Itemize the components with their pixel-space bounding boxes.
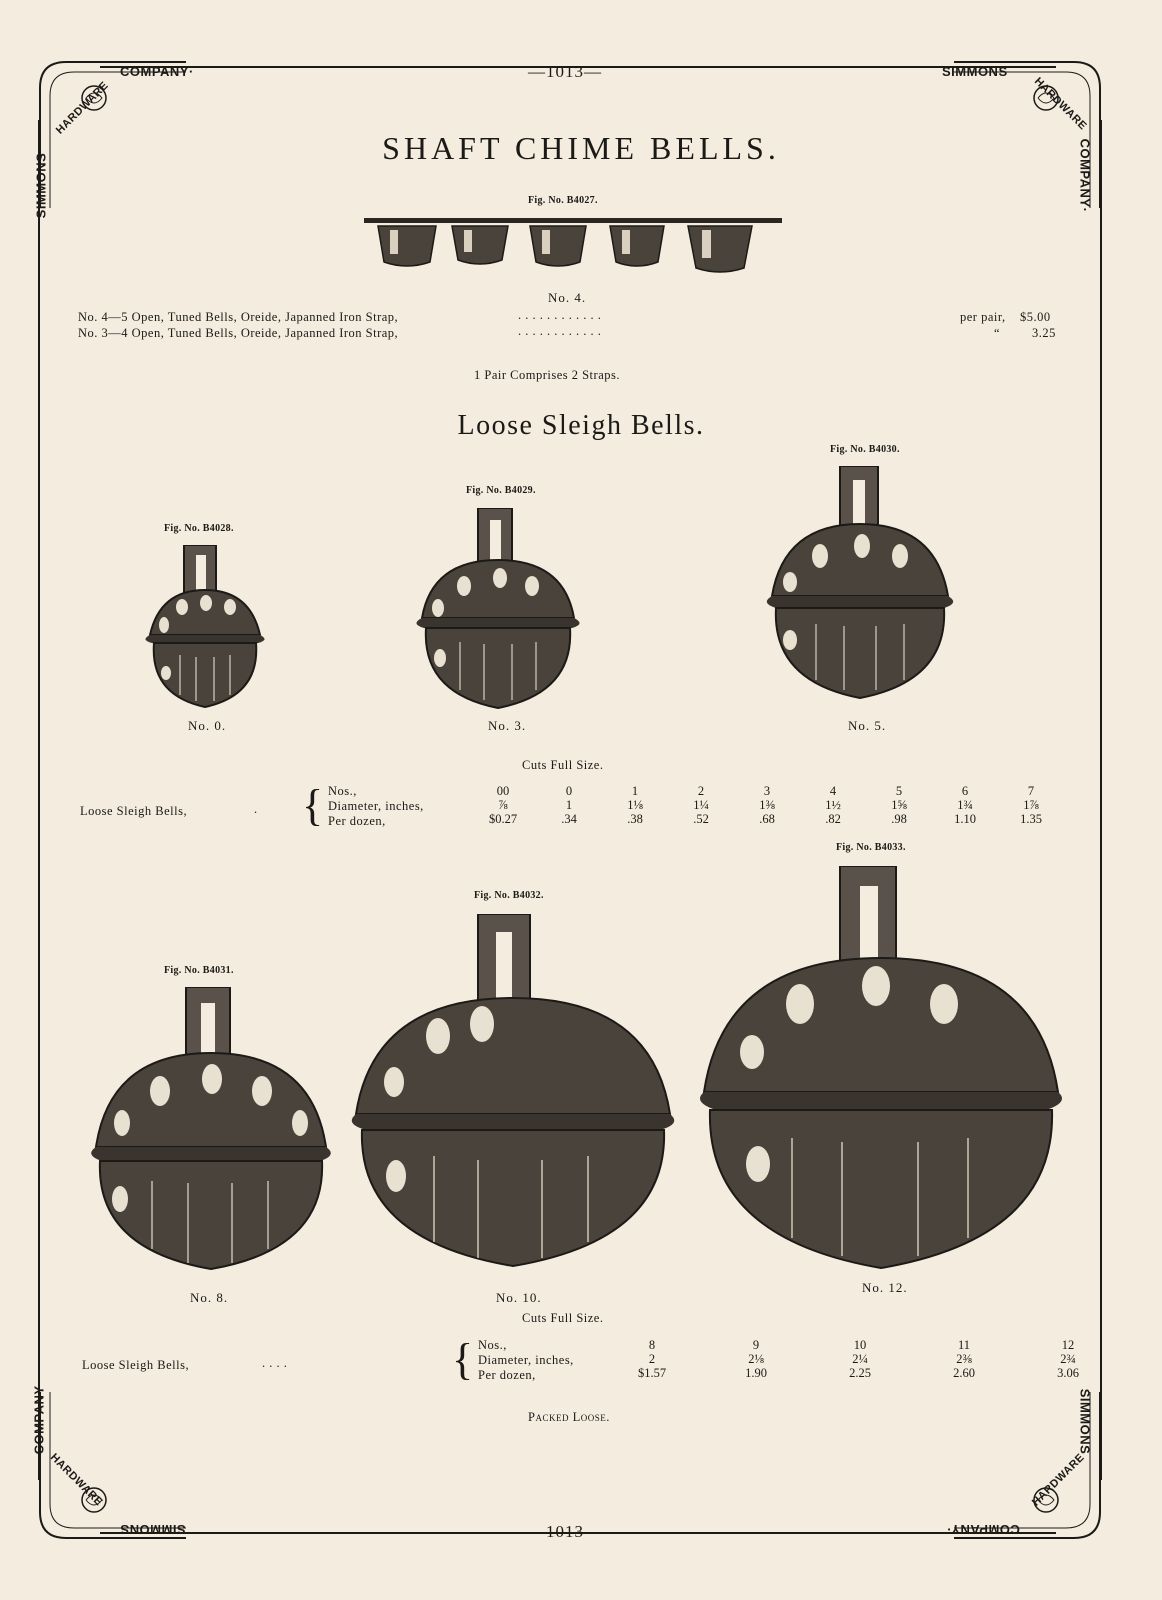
price-cell: .34 <box>561 812 577 826</box>
corner-hardware-text: HARDWARE <box>1031 75 1089 133</box>
figure-caption: Fig. No. B4031. <box>164 965 234 976</box>
bell-illustration-no-5 <box>760 466 960 706</box>
corner-company-text: COMPANY· <box>120 64 194 79</box>
bell-label: No. 12. <box>862 1280 908 1295</box>
price-cell: $1.57 <box>637 1366 667 1380</box>
price-cell: 1.35 <box>1020 812 1042 826</box>
price-cell: 2.25 <box>849 1366 871 1380</box>
bell-illustration-no-0 <box>140 545 270 715</box>
cuts-full-size: Cuts Full Size. <box>522 758 604 772</box>
page-title: SHAFT CHIME BELLS. <box>382 130 780 166</box>
nos-cell: 0 <box>565 784 573 798</box>
row-label-price: Per dozen, <box>328 814 386 828</box>
border-right <box>1100 120 1102 1480</box>
nos-cell: 3 <box>763 784 771 798</box>
diameter-cell: 2¾ <box>1060 1352 1076 1366</box>
price-cell: 1.10 <box>954 812 976 826</box>
leader-dots: . <box>254 802 258 816</box>
nos-cell: 10 <box>853 1338 867 1352</box>
chime-line-2-text: No. 3—4 Open, Tuned Bells, Oreide, Japanned Iron Strap, <box>78 326 399 340</box>
nos-cell: 5 <box>895 784 903 798</box>
figure-caption: Fig. No. B4028. <box>164 523 234 534</box>
nos-cell: 6 <box>961 784 969 798</box>
corner-company-text: COMPANY· <box>1077 138 1093 213</box>
price-cell: .38 <box>627 812 643 826</box>
corner-simmons-text: SIMMONS <box>120 1522 186 1537</box>
page-number-top: —1013— <box>528 62 602 81</box>
corner-company-text: COMPANY· <box>946 1522 1020 1537</box>
price-cell: $0.27 <box>488 812 518 826</box>
brace: { <box>452 1335 474 1384</box>
chime-line-1-price: $5.00 <box>1020 310 1051 324</box>
diameter-cell: 1½ <box>825 798 841 812</box>
diameter-cell: 1 <box>565 798 573 812</box>
nos-cell: 12 <box>1061 1338 1075 1352</box>
diameter-cell: 1⅜ <box>759 798 775 812</box>
nos-cell: 8 <box>648 1338 656 1352</box>
bell-illustration-no-10 <box>348 914 678 1274</box>
corner-simmons-text: SIMMONS <box>1077 1388 1093 1455</box>
bell-label: No. 5. <box>848 718 887 733</box>
diameter-cell: 1¼ <box>693 798 709 812</box>
corner-hardware-text: HARDWARE <box>47 1451 105 1509</box>
diameter-cell: 2⅛ <box>748 1352 764 1366</box>
brace: { <box>302 781 324 830</box>
row-label-diameter: Diameter, inches, <box>478 1353 574 1367</box>
corner-ornament-bottom-left <box>31 1380 186 1542</box>
corner-company-text: COMPANY· <box>31 1380 47 1455</box>
bell-illustration-no-3 <box>408 508 588 713</box>
figure-caption: Fig. No. B4027. <box>528 195 598 206</box>
figure-caption: Fig. No. B4033. <box>836 842 906 853</box>
figure-caption: Fig. No. B4032. <box>474 890 544 901</box>
row-label-nos: Nos., <box>328 784 357 798</box>
nos-cell: 9 <box>752 1338 760 1352</box>
bell-label: No. 10. <box>496 1290 542 1305</box>
diameter-cell: 1⅝ <box>891 798 907 812</box>
price-cell: 1.90 <box>745 1366 767 1380</box>
corner-ornament-bottom-right <box>946 1388 1104 1542</box>
bell-label: No. 8. <box>190 1290 229 1305</box>
price-cell: 3.06 <box>1057 1366 1079 1380</box>
nos-cell: 2 <box>697 784 705 798</box>
diameter-cell: 1⅞ <box>1023 798 1039 812</box>
price-cell: .68 <box>759 812 775 826</box>
diameter-cell: 1¾ <box>957 798 973 812</box>
row-label-diameter: Diameter, inches, <box>328 799 424 813</box>
packed-loose-note: Packed Loose. <box>528 1410 610 1424</box>
page-number-bottom: —1013— <box>528 1522 602 1541</box>
row-label-price: Per dozen, <box>478 1368 536 1382</box>
corner-simmons-text: SIMMONS <box>942 64 1008 79</box>
table-label: Loose Sleigh Bells, <box>80 804 188 818</box>
price-cell: 2.60 <box>953 1366 975 1380</box>
table-label: Loose Sleigh Bells, <box>82 1358 190 1372</box>
size-table-row1 <box>470 784 1064 826</box>
chime-line-1-text: No. 4—5 Open, Tuned Bells, Oreide, Japanned Iron Strap, <box>78 310 399 324</box>
border-left <box>38 120 40 1480</box>
corner-hardware-text: HARDWARE <box>1029 1451 1087 1509</box>
bell-illustration-no-8 <box>86 987 336 1277</box>
size-table-row2 <box>600 1338 1120 1380</box>
bell-label: No. 0. <box>188 718 227 733</box>
chime-line-2-price: 3.25 <box>1032 326 1056 340</box>
bell-label: No. 3. <box>488 718 527 733</box>
corner-hardware-text: HARDWARE <box>53 79 111 137</box>
cuts-full-size: Cuts Full Size. <box>522 1311 604 1325</box>
chime-bells-illustration <box>364 214 784 289</box>
nos-cell: 7 <box>1027 784 1035 798</box>
price-cell: .98 <box>891 812 907 826</box>
diameter-cell: 1⅛ <box>627 798 643 812</box>
price-cell: .52 <box>693 812 709 826</box>
figure-caption: Fig. No. B4029. <box>466 485 536 496</box>
leader-dots: . . . . <box>262 1356 288 1370</box>
price-cell: .82 <box>825 812 841 826</box>
chime-note: 1 Pair Comprises 2 Straps. <box>474 368 620 382</box>
nos-cell: 1 <box>631 784 639 798</box>
leader-dots: . . . . . . . . . . . . <box>518 324 602 338</box>
diameter-cell: 2 <box>648 1352 656 1366</box>
chime-number-label: No. 4. <box>548 290 587 305</box>
diameter-cell: ⅞ <box>498 798 508 812</box>
leader-dots: . . . . . . . . . . . . <box>518 308 602 322</box>
nos-cell: 4 <box>829 784 837 798</box>
diameter-cell: 2¼ <box>852 1352 868 1366</box>
nos-cell: 11 <box>957 1338 971 1352</box>
chime-line-2-unit: “ <box>994 326 1001 340</box>
row-label-nos: Nos., <box>478 1338 507 1352</box>
nos-cell: 00 <box>496 784 510 798</box>
figure-caption: Fig. No. B4030. <box>830 444 900 455</box>
section-title: Loose Sleigh Bells. <box>457 410 705 441</box>
corner-simmons-text: SIMMONS <box>33 152 49 219</box>
chime-line-1-unit: per pair, <box>960 310 1006 324</box>
bell-illustration-no-12 <box>696 866 1066 1276</box>
diameter-cell: 2⅜ <box>956 1352 972 1366</box>
